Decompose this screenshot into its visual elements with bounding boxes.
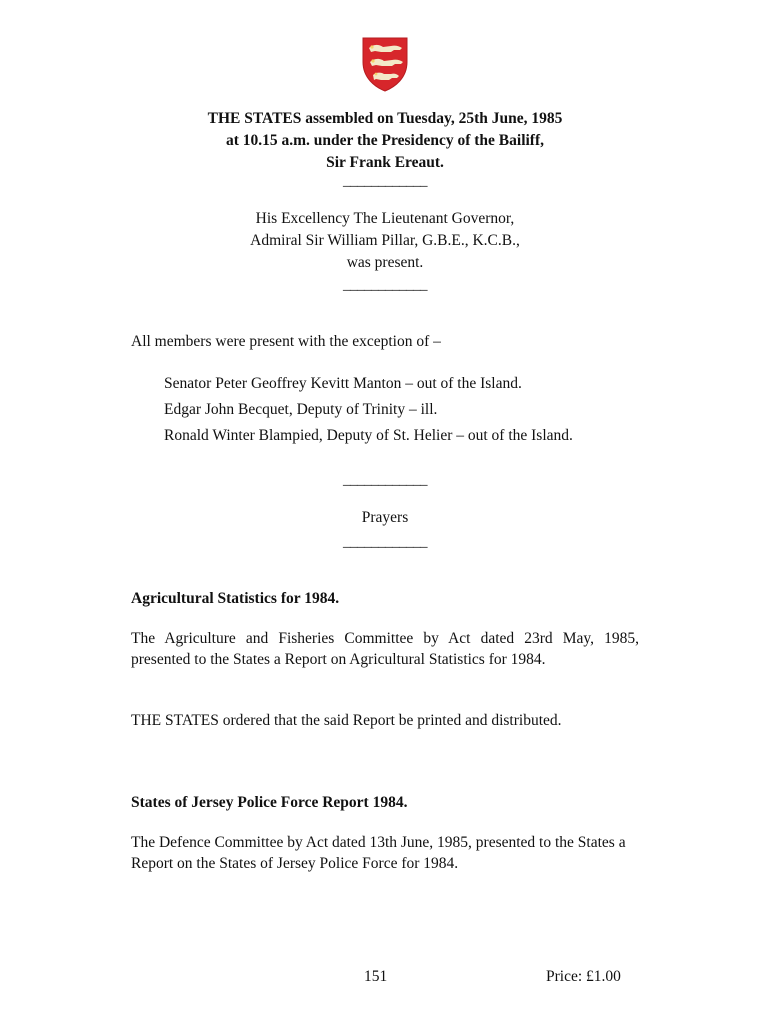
governor-notice bbox=[131, 208, 639, 274]
title-line: THE STATES assembled on Tuesday, 25th June, 1985 bbox=[207, 110, 563, 127]
separator-line: ____________ bbox=[343, 534, 427, 550]
section-paragraph: The Agriculture and Fisheries Committee by Act dated 23rd May, 1985, presented to the States a Report on Agricultural Statistics for 1984. bbox=[131, 630, 639, 668]
absence-item: Edgar John Becquet, Deputy of Trinity – ill. bbox=[164, 401, 438, 418]
section-paragraph: THE STATES ordered that the said Report be printed and distributed. bbox=[131, 712, 562, 729]
separator-line: ____________ bbox=[343, 472, 427, 488]
session-title bbox=[131, 108, 639, 174]
prayers-heading: Prayers bbox=[361, 509, 409, 526]
governor-line: His Excellency The Lieutenant Governor, bbox=[255, 210, 515, 227]
absences-list bbox=[164, 373, 634, 451]
section-heading: States of Jersey Police Force Report 1984. bbox=[131, 794, 408, 811]
section-paragraph: The Defence Committee by Act dated 13th June, 1985, presented to the States a Report on the States of Jersey Police Force for 1984. bbox=[131, 834, 626, 872]
title-line: Sir Frank Ereaut. bbox=[326, 154, 444, 171]
governor-line: Admiral Sir William Pillar, G.B.E., K.C.B., bbox=[250, 232, 520, 249]
absence-item: Senator Peter Geoffrey Kevitt Manton – out of the Island. bbox=[164, 375, 522, 392]
separator-line: ____________ bbox=[343, 173, 427, 189]
governor-line: was present. bbox=[346, 254, 424, 271]
page-number: 151 bbox=[364, 968, 388, 985]
price-label: Price: £1.00 bbox=[546, 968, 621, 985]
section-heading: Agricultural Statistics for 1984. bbox=[131, 590, 340, 607]
separator-line: ____________ bbox=[343, 277, 427, 293]
absence-item: Ronald Winter Blampied, Deputy of St. Helier – out of the Island. bbox=[164, 427, 573, 444]
title-line: at 10.15 a.m. under the Presidency of the Bailiff, bbox=[225, 132, 544, 149]
jersey-crest-icon bbox=[361, 36, 409, 92]
absences-intro: All members were present with the exception of – bbox=[131, 333, 441, 350]
